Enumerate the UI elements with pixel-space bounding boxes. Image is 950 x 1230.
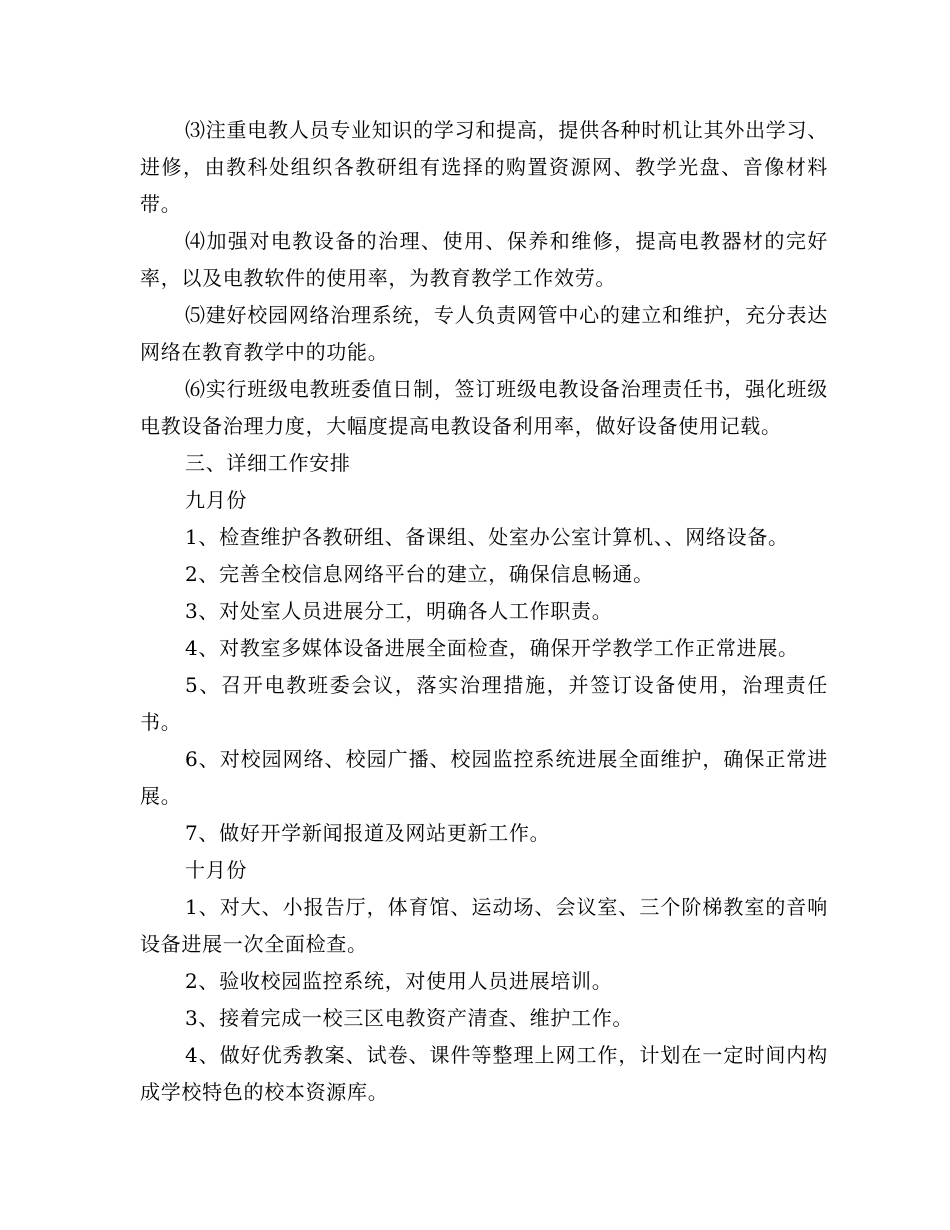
october-item-2: 2、验收校园监控系统，对使用人员进展培训。 bbox=[185, 969, 613, 993]
october-item-1: 1、对大、小报告厅，体育馆、运动场、会议室、三个阶梯教室的音响设备进展一次全面检查。 bbox=[140, 895, 828, 956]
paragraph-6: ⑹实行班级电教班委值日制，签订班级电教设备治理责任书，强化班级电教设备治理力度，大幅度提高电教设备利用率，做好设备使用记载。 bbox=[140, 377, 828, 438]
section-heading-work-schedule: 三、详细工作安排 bbox=[185, 451, 351, 475]
september-item-1: 1、检查维护各教研组、备课组、处室办公室计算机、、网络设备。 bbox=[185, 525, 789, 549]
month-heading-october: 十月份 bbox=[185, 858, 248, 882]
september-item-7: 7、做好开学新闻报道及网站更新工作。 bbox=[185, 821, 551, 845]
october-item-3: 3、接着完成一校三区电教资产清查、维护工作。 bbox=[185, 1006, 634, 1030]
september-item-5: 5、召开电教班委会议，落实治理措施，并签订设备使用，治理责任书。 bbox=[140, 673, 828, 734]
document-body bbox=[140, 112, 828, 1111]
paragraph-3: ⑶注重电教人员专业知识的学习和提高，提供各种时机让其外出学习、进修，由教科处组织各教研组有选择的购置资源网、教学光盘、音像材料带。 bbox=[140, 118, 828, 216]
october-item-4: 4、做好优秀教案、试卷、课件等整理上网工作，计划在一定时间内构成学校特色的校本资源库。 bbox=[140, 1043, 828, 1104]
paragraph-5: ⑸建好校园网络治理系统，专人负责网管中心的建立和维护，充分表达网络在教育教学中的功能。 bbox=[140, 303, 828, 364]
september-item-2: 2、完善全校信息网络平台的建立，确保信息畅通。 bbox=[185, 562, 654, 586]
paragraph-4: ⑷加强对电教设备的治理、使用、保养和维修，提高电教器材的完好率，以及电教软件的使用率，为教育教学工作效劳。 bbox=[140, 229, 828, 290]
month-heading-september: 九月份 bbox=[185, 488, 248, 512]
september-item-4: 4、对教室多媒体设备进展全面检查，确保开学教学工作正常进展。 bbox=[185, 636, 799, 660]
september-item-3: 3、对处室人员进展分工，明确各人工作职责。 bbox=[185, 599, 613, 623]
september-item-6: 6、对校园网络、校园广播、校园监控系统进展全面维护，确保正常进展。 bbox=[140, 747, 828, 808]
